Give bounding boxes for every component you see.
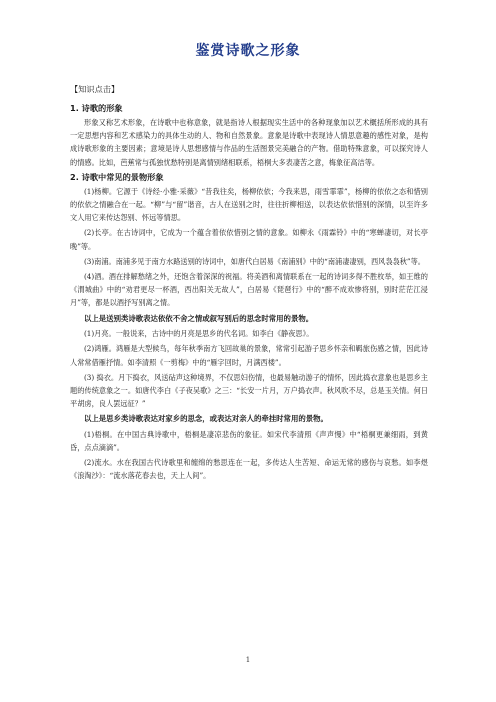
paragraph-willow: (1)杨柳。它源于《诗经·小雅·采薇》“昔我往矣，杨柳依依；今我来思，雨雪霏霏”，杨柳的依依之态和惜别的依依之情融合在一起。“柳”与“留”谐音，古人在送别之时，往往折柳相送，以表达依依惜别的深情，以至许多文人用它来传达怨别、怀远等情思。 xyxy=(70,186,428,223)
section-label: 【知识点击】 xyxy=(70,84,120,94)
page-number: 1 xyxy=(245,656,251,664)
paragraph-geese: (2)鸿雁。鸿雁是大型候鸟，每年秋季南方飞回故巢的景象，常常引起游子思乡怀亲和羁旅伤感之情，因此诗人常常借雁抒情。如李清照《一剪梅》中的“雁字回时，月满西楼”。 xyxy=(70,344,428,367)
intro-paragraph: 形象又称艺术形象，在诗歌中也称意象，就是指诗人根据现实生活中的各种现象加以艺术概括所形成的具有一定思想内容和艺术感染力的具体生动的人、物和自然景象。意象是诗歌中表现诗人情思意趣的感性对象，是构成诗歌形象的主要因素；意境是诗人思想感情与作品的生活图景完美融合的产物。借助特殊意象，可以探究诗人的情感。比如，芭蕉常与孤独忧愁特别是离情别绪相联系，梧桐大多表凄苦之意，梅象征高洁等。 xyxy=(70,118,428,167)
paragraph-parasol: (1)梧桐。在中国古典诗歌中，梧桐是凄凉悲伤的象征。如宋代李清照《声声慢》中“梧桐更兼细雨，到黄昏，点点滴滴”。 xyxy=(70,429,428,453)
summary-homesick: 以上是思乡类诗歌表达对家乡的思念，或表达对亲人的牵挂时常用的景物。 xyxy=(84,414,328,424)
paragraph-flowing-water: (2)流水。水在我国古代诗歌里和缠绵的愁思连在一起，多传达人生苦短、命运无常的感伤与哀愁。如李煜《浪淘沙》：“流水落花春去也，天上人间”。 xyxy=(70,458,428,481)
paragraph-moon: (1)月亮。一般说来，古诗中的月亮是思乡的代名词。如李白《静夜思》。 xyxy=(84,329,314,339)
main-content xyxy=(70,83,428,485)
paragraph-pounding-clothes: (3) 捣衣。月下捣衣，风送砧声这种境界，不仅思妇伤情，也最易触动游子的情怀，因此捣衣意象也是思乡主题的传统意象之一。如唐代李白《子夜吴歌》之三：“长安一片月，万户捣衣声。秋风吹不尽，总是玉关情。何日平胡虏，良人罢远征？” xyxy=(70,372,428,409)
heading-common-scenery: 2. 诗歌中常见的景物形象 xyxy=(70,171,164,182)
paragraph-pavilion: (2)长亭。在古诗词中，它成为一个蕴含着依依惜别之情的意象。如柳永《雨霖铃》中的“寒蝉凄切，对长亭晚”等。 xyxy=(70,228,428,251)
paragraph-wine: (4)酒。酒在排解愁绪之外，还饱含着深深的祝福。将美酒和离情联系在一起的诗词多得不胜枚举，如王维的《渭城曲》中的“劝君更尽一杯酒，西出阳关无故人”，白居易《琵琶行》中的“醉不成欢惨将别，别时茫茫江浸月”等，都是以酒抒写别离之情。 xyxy=(70,272,428,308)
paragraph-nanpu: (3)南浦。南浦多见于南方水路送别的诗词中，如唐代白居易《南浦别》中的“南浦凄凄别，西风袅袅秋”等。 xyxy=(84,256,425,266)
summary-farewell: 以上是送别类诗歌表达依依不舍之情或叙写别后的思念时常用的景物。 xyxy=(84,313,314,323)
heading-poetry-image: 1. 诗歌的形象 xyxy=(70,103,123,113)
page-title: 鉴赏诗歌之形象 xyxy=(195,43,301,59)
